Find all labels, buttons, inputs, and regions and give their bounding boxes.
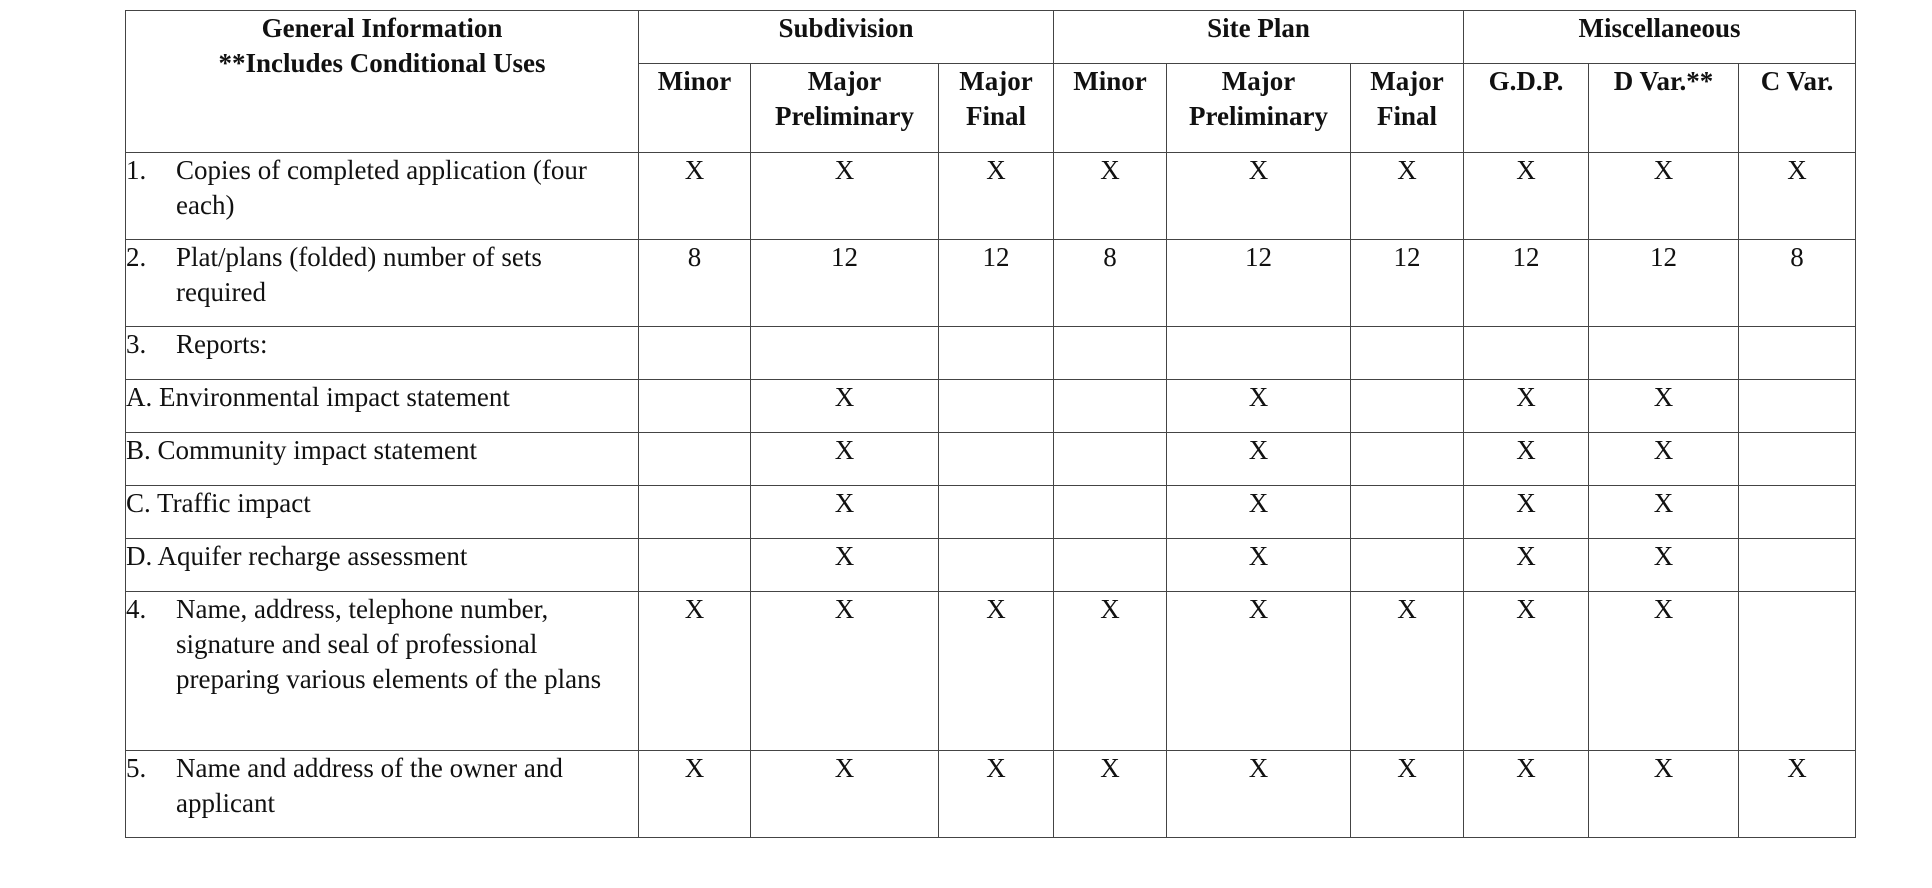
requirement-cell [1054,539,1167,592]
requirement-cell [1739,486,1856,539]
requirement-cell [1739,592,1856,751]
requirement-cell: 8 [639,240,751,327]
table-row [126,486,1856,539]
requirement-cell: X [939,153,1054,240]
requirement-cell: X [1054,153,1167,240]
requirement-cell: X [1167,153,1351,240]
requirement-cell [639,380,751,433]
col-gdp: G.D.P. [1464,64,1589,153]
requirement-cell [1739,380,1856,433]
col-site-plan-minor: Minor [1054,64,1167,153]
site-plan-group-header: Site Plan [1054,11,1464,64]
row-label-cell [126,539,639,592]
requirement-cell [1351,539,1464,592]
requirement-cell: X [1464,751,1589,838]
requirement-cell: X [1054,751,1167,838]
requirement-cell: X [1589,751,1739,838]
table-row [126,751,1856,838]
requirement-cell [1739,327,1856,380]
requirement-cell: 12 [1167,240,1351,327]
requirement-cell: X [1167,380,1351,433]
requirement-cell [939,433,1054,486]
table-row [126,592,1856,751]
col-site-plan-major-final: Major Final [1351,64,1464,153]
row-label-cell [126,433,639,486]
requirement-cell [639,486,751,539]
requirement-cell: X [1464,433,1589,486]
requirement-cell: X [1464,592,1589,751]
row-number: 3. [126,329,147,359]
requirement-cell [939,380,1054,433]
requirement-cell: X [1739,751,1856,838]
row-label: Name, address, telephone number, signature and seal of professional preparing various elements of the plans [176,594,602,694]
col-site-plan-major-preliminary: Major Preliminary [1167,64,1351,153]
requirement-cell: X [1464,153,1589,240]
general-information-title: General Information [261,13,503,43]
table-row [126,240,1856,327]
col-subdivision-major-final: Major Final [939,64,1054,153]
requirement-cell [1054,327,1167,380]
general-information-header [126,11,639,153]
requirement-cell [1167,327,1351,380]
requirement-cell: X [639,592,751,751]
requirement-cell: 8 [1739,240,1856,327]
requirement-cell: X [1054,592,1167,751]
row-label: Reports: [176,329,268,359]
requirement-cell [1351,486,1464,539]
row-label-cell [126,486,639,539]
requirement-cell: X [1167,486,1351,539]
row-label-cell [126,592,639,751]
miscellaneous-group-header: Miscellaneous [1464,11,1856,64]
requirement-cell: X [751,592,939,751]
requirement-cell [939,327,1054,380]
requirement-cell: X [1167,433,1351,486]
requirement-cell: X [1739,153,1856,240]
requirement-cell: X [1167,539,1351,592]
requirement-cell [1464,327,1589,380]
requirement-cell: X [1464,486,1589,539]
row-label: Copies of completed application (four each) [176,155,587,220]
requirement-cell: 12 [751,240,939,327]
conditional-uses-note: **Includes Conditional Uses [218,48,546,78]
requirement-cell: 12 [1351,240,1464,327]
requirement-cell: X [1167,751,1351,838]
requirement-cell [639,433,751,486]
requirement-cell: X [1589,380,1739,433]
requirement-cell: X [751,380,939,433]
requirement-cell: X [751,486,939,539]
requirement-cell [1351,380,1464,433]
col-d-variance: D Var.** [1589,64,1739,153]
requirement-cell: 12 [1589,240,1739,327]
requirement-cell [1739,433,1856,486]
row-label-cell [126,751,639,838]
requirement-cell [1589,327,1739,380]
table-row [126,327,1856,380]
application-checklist-table [125,10,1856,838]
row-label: D. Aquifer recharge assessment [126,541,468,571]
requirement-cell [1351,327,1464,380]
col-subdivision-major-preliminary: Major Preliminary [751,64,939,153]
requirement-cell [1739,539,1856,592]
row-number: 4. [126,594,147,624]
requirement-cell: X [751,433,939,486]
requirement-cell: 12 [1464,240,1589,327]
requirement-cell [1054,486,1167,539]
requirement-cell: X [1464,380,1589,433]
requirement-cell: X [1351,592,1464,751]
row-label-cell [126,240,639,327]
requirement-cell [639,327,751,380]
requirement-cell [751,327,939,380]
subdivision-group-header: Subdivision [639,11,1054,64]
requirement-cell: X [939,751,1054,838]
row-label-cell [126,327,639,380]
requirement-cell: X [1589,539,1739,592]
requirement-cell: X [751,751,939,838]
table-row [126,153,1856,240]
row-number: 1. [126,155,147,185]
table-row [126,539,1856,592]
requirement-cell: X [1351,153,1464,240]
requirement-cell: X [1464,539,1589,592]
requirement-cell [1054,433,1167,486]
requirement-cell: X [939,592,1054,751]
requirement-cell: X [1351,751,1464,838]
row-label: Plat/plans (folded) number of sets required [176,242,542,307]
col-c-variance: C Var. [1739,64,1856,153]
row-label-cell [126,153,639,240]
table-row [126,433,1856,486]
requirement-cell [1351,433,1464,486]
requirement-cell: X [751,153,939,240]
requirement-cell: X [1589,153,1739,240]
col-subdivision-minor: Minor [639,64,751,153]
requirement-cell: X [639,153,751,240]
row-label: C. Traffic impact [126,488,311,518]
requirement-cell: X [1589,592,1739,751]
requirement-cell: X [639,751,751,838]
requirement-cell: X [1589,433,1739,486]
row-label-cell [126,380,639,433]
row-number: 2. [126,242,147,272]
requirement-cell: X [1589,486,1739,539]
requirement-cell [1054,380,1167,433]
row-number: 5. [126,753,147,783]
requirement-cell [939,486,1054,539]
row-label: Name and address of the owner and applicant [176,753,563,818]
requirement-cell [939,539,1054,592]
row-label: B. Community impact statement [126,435,477,465]
requirement-cell: X [751,539,939,592]
requirement-cell: 8 [1054,240,1167,327]
row-label: A. Environmental impact statement [126,382,510,412]
requirement-cell: 12 [939,240,1054,327]
checklist-body [126,153,1856,838]
requirement-cell: X [1167,592,1351,751]
table-row [126,380,1856,433]
requirement-cell [639,539,751,592]
